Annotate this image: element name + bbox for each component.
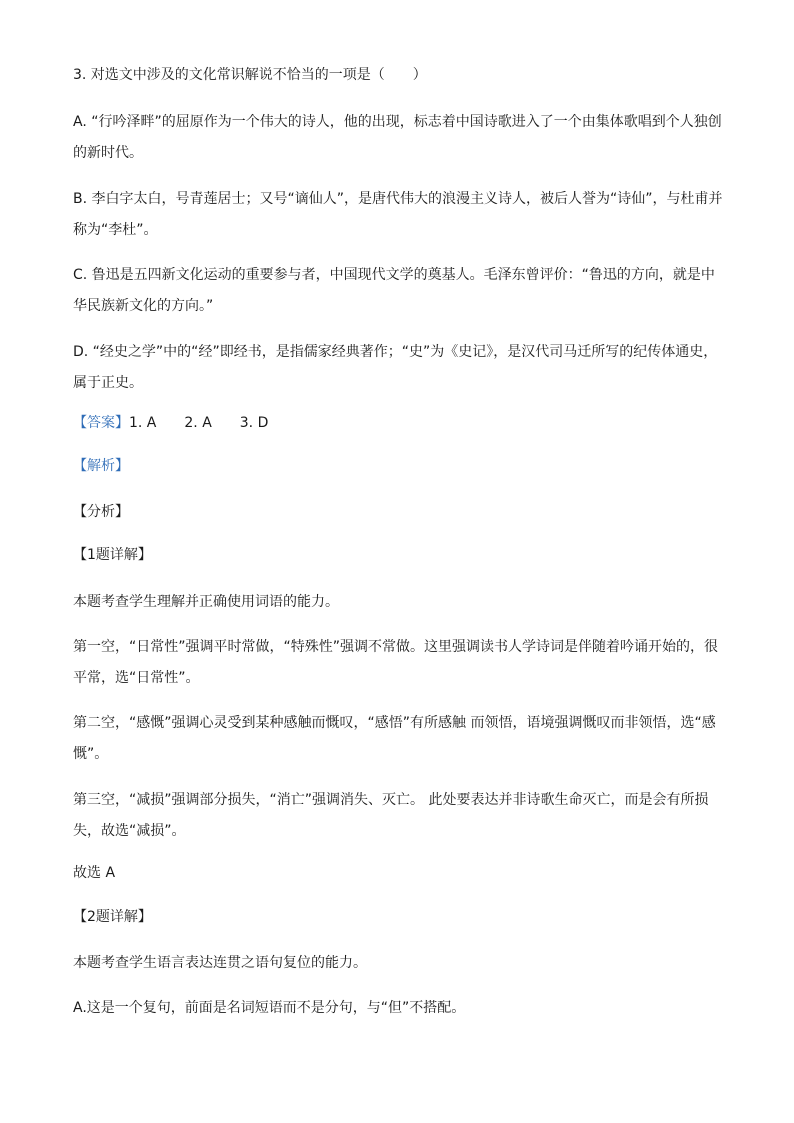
fenxi-label: 【分析】 <box>73 504 129 520</box>
detail-2-label: 【2题详解】 <box>73 909 152 925</box>
detail-1-choice: 故选 A <box>73 865 116 881</box>
detail-2-point-a: A.这是一个复句，前面是名词短语而不是分句，与“但”不搭配。 <box>73 1000 466 1016</box>
detail-1-blank-1: 第一空，“日常性”强调平时常做，“特殊性”强调不常做。这里强调读书人学诗词是伴随着吟诵开始的，很平常，选“日常性”。 <box>73 639 719 686</box>
option-b: B. 李白字太白，号青莲居士；又号“谪仙人”，是唐代伟大的浪漫主义诗人，被后人誉为“诗仙”，与杜甫并称为“李杜”。 <box>73 191 723 238</box>
detail-2-intro: 本题考查学生语言表达连贯之语句复位的能力。 <box>73 955 367 971</box>
answer-line <box>73 408 728 439</box>
option-a: A. “行吟泽畔”的屈原作为一个伟大的诗人，他的出现，标志着中国诗歌进入了一个由集体歌唱到个人独创的新时代。 <box>73 114 722 161</box>
option-d: D. “经史之学”中的“经”即经书，是指儒家经典著作；“史”为《史记》，是汉代司马迁所写的纪传体通史，属于正史。 <box>73 344 718 391</box>
answer-text: 1. A 2. A 3. D <box>129 415 269 431</box>
question-3-stem: 3. 对选文中涉及的文化常识解说不恰当的一项是（ ） <box>73 67 427 83</box>
analysis-label: 【解析】 <box>73 458 129 474</box>
detail-1-blank-3: 第三空，“减损”强调部分损失，“消亡”强调消失、灭亡。 此处要表达并非诗歌生命灭亡，而是会有所损失，故选“减损”。 <box>73 792 709 839</box>
answer-label: 【答案】 <box>73 415 129 431</box>
detail-1-label: 【1题详解】 <box>73 547 152 563</box>
detail-1-intro: 本题考查学生理解并正确使用词语的能力。 <box>73 594 339 610</box>
option-c: C. 鲁迅是五四新文化运动的重要参与者，中国现代文学的奠基人。毛泽东曾评价：“鲁迅的方向，就是中华民族新文化的方向。” <box>73 267 715 314</box>
detail-1-blank-2: 第二空，“感慨”强调心灵受到某种感触而慨叹，“感悟”有所感触 而领悟，语境强调慨叹而非领悟，选“感慨”。 <box>73 715 716 762</box>
